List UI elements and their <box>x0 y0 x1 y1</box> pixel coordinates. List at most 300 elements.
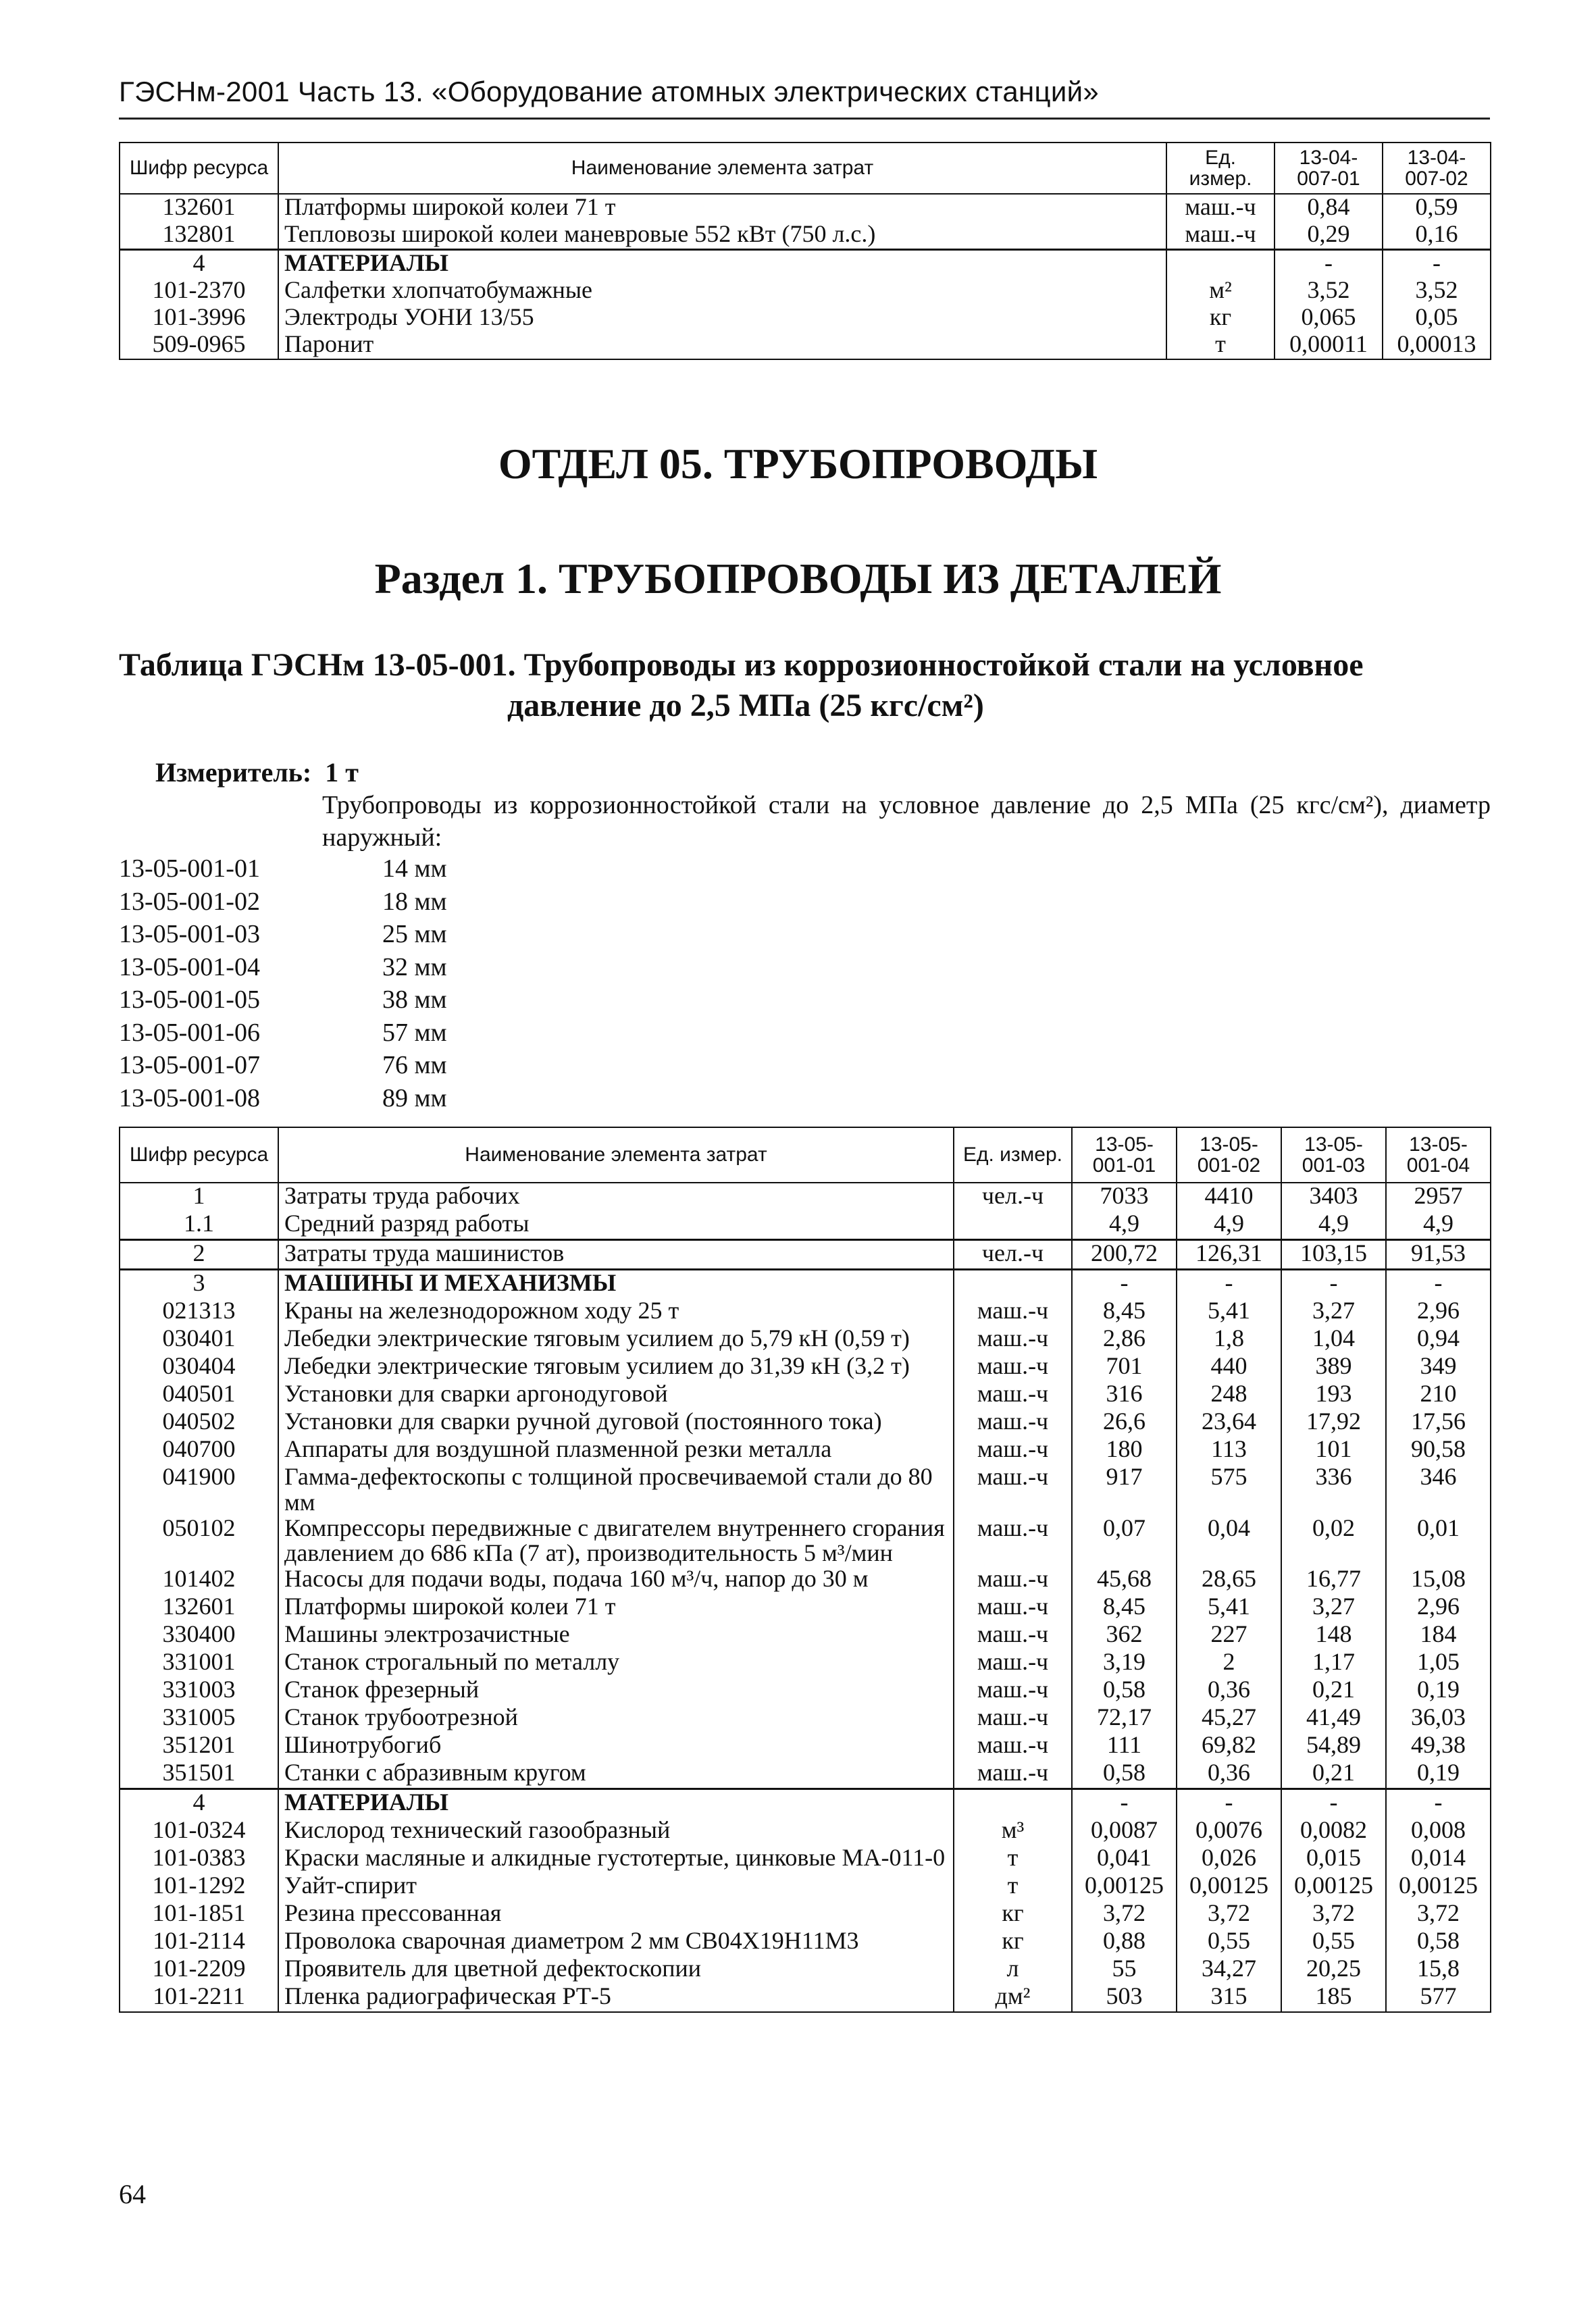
cell-name: Краски масляные и алкидные густотертые, цинковые МА-011-0 <box>278 1845 954 1873</box>
cell-name: Проявитель для цветной дефектоскопии <box>278 1956 954 1984</box>
cell-value: 3,27 <box>1281 1298 1386 1326</box>
table-row <box>120 1211 1491 1240</box>
cell-value: 440 <box>1177 1354 1281 1381</box>
cell-value: 0,05 <box>1383 305 1491 332</box>
cell-code: 101-1851 <box>120 1901 278 1928</box>
cell-unit: маш.-ч <box>954 1566 1072 1594</box>
cell-value: 0,21 <box>1281 1677 1386 1705</box>
cell-value: 184 <box>1386 1622 1491 1649</box>
cell-value: 0,0076 <box>1177 1818 1281 1845</box>
cell-unit <box>1166 250 1275 278</box>
cell-value: 0,59 <box>1383 194 1491 222</box>
cell-code: 050102 <box>120 1516 278 1567</box>
meter-line <box>155 756 359 788</box>
cell-value: 0,00013 <box>1383 332 1491 359</box>
department-title: ОТДЕЛ 05. ТРУБОПРОВОДЫ <box>498 440 1098 488</box>
cell-value: 2,96 <box>1386 1298 1491 1326</box>
cell-name: Гамма-дефектоскопы с толщиной просвечиваемой стали до 80 мм <box>278 1464 954 1516</box>
cell-value: 0,01 <box>1386 1516 1491 1567</box>
cell-value: 3,72 <box>1386 1901 1491 1928</box>
cell-value: 200,72 <box>1072 1240 1177 1270</box>
cell-value: 28,65 <box>1177 1566 1281 1594</box>
cell-value: 7033 <box>1072 1183 1177 1211</box>
cell-value: 0,065 <box>1275 305 1383 332</box>
cell-name: Станок трубоотрезной <box>278 1705 954 1732</box>
cell-value: - <box>1386 1270 1491 1299</box>
cell-value: 0,88 <box>1072 1928 1177 1956</box>
table-caption-line-1: Таблица ГЭСНм 13-05-001. Трубопроводы из коррозионностойкой стали на условное <box>119 647 1364 683</box>
cell-value: 362 <box>1072 1622 1177 1649</box>
cell-value: 0,58 <box>1072 1677 1177 1705</box>
cell-value: 103,15 <box>1281 1240 1386 1270</box>
cell-code: 041900 <box>120 1464 278 1516</box>
cell-code: 101402 <box>120 1566 278 1594</box>
cell-name: Краны на железнодорожном ходу 25 т <box>278 1298 954 1326</box>
cell-value: 917 <box>1072 1464 1177 1516</box>
header-rule <box>119 118 1490 120</box>
norm-code: 13-05-001-02 <box>119 887 260 916</box>
cell-value: - <box>1177 1270 1281 1299</box>
cell-value: 227 <box>1177 1622 1281 1649</box>
cell-code: 101-2209 <box>120 1956 278 1984</box>
cell-value: 20,25 <box>1281 1956 1386 1984</box>
cell-name: Салфетки хлопчатобумажные <box>278 278 1166 305</box>
cell-value: - <box>1281 1789 1386 1818</box>
meter-value: 1 т <box>325 757 359 788</box>
cell-value: 4410 <box>1177 1183 1281 1211</box>
cell-value: 54,89 <box>1281 1732 1386 1760</box>
cell-code: 1.1 <box>120 1211 278 1240</box>
cell-value: 0,015 <box>1281 1845 1386 1873</box>
cell-value: 36,03 <box>1386 1705 1491 1732</box>
col-header-norm-1: 13-05-001-01 <box>1072 1127 1177 1183</box>
part-title: Раздел 1. ТРУБОПРОВОДЫ ИЗ ДЕТАЛЕЙ <box>374 555 1222 602</box>
cell-value: 389 <box>1281 1354 1386 1381</box>
cell-unit: маш.-ч <box>954 1760 1072 1789</box>
table2-body <box>120 1183 1491 2012</box>
cell-value: 17,92 <box>1281 1409 1386 1437</box>
cell-value: 0,29 <box>1275 222 1383 250</box>
pipe-diameter: 38 мм <box>382 985 447 1014</box>
table-row <box>120 1437 1491 1464</box>
resources-table <box>119 1127 1491 2013</box>
cell-unit: маш.-ч <box>954 1622 1072 1649</box>
cell-code: 4 <box>120 250 278 278</box>
cell-value: 0,00125 <box>1281 1873 1386 1901</box>
cell-value: 5,41 <box>1177 1594 1281 1622</box>
pipe-diameter: 32 мм <box>382 952 447 981</box>
cell-unit: маш.-ч <box>954 1516 1072 1567</box>
cell-value: 0,00125 <box>1386 1873 1491 1901</box>
cell-unit: маш.-ч <box>954 1381 1072 1409</box>
col-header-name: Наименование элемента затрат <box>278 143 1166 194</box>
cell-value: 15,08 <box>1386 1566 1491 1594</box>
pipe-diameter: 14 мм <box>382 854 447 883</box>
cell-name: МАТЕРИАЛЫ <box>278 250 1166 278</box>
table-row <box>120 1381 1491 1409</box>
norm-code-item <box>119 885 517 919</box>
cell-unit: маш.-ч <box>954 1354 1072 1381</box>
cell-value: - <box>1275 250 1383 278</box>
cell-value: 0,21 <box>1281 1760 1386 1789</box>
resources-table-continued <box>119 142 1491 360</box>
cell-value: 4,9 <box>1177 1211 1281 1240</box>
cell-value: 34,27 <box>1177 1956 1281 1984</box>
cell-value: 1,8 <box>1177 1326 1281 1354</box>
cell-value: 0,19 <box>1386 1760 1491 1789</box>
col-header-norm-2: 13-04-007-02 <box>1383 143 1491 194</box>
table-row <box>120 1326 1491 1354</box>
cell-value: 17,56 <box>1386 1409 1491 1437</box>
cell-unit: кг <box>954 1928 1072 1956</box>
cell-unit: л <box>954 1956 1072 1984</box>
norm-code-item <box>119 983 517 1017</box>
table-row <box>120 1789 1491 1818</box>
cell-value: 0,0082 <box>1281 1818 1386 1845</box>
norm-code: 13-05-001-04 <box>119 952 260 981</box>
cell-code: 021313 <box>120 1298 278 1326</box>
cell-name: Станок строгальный по металлу <box>278 1649 954 1677</box>
col-header-norm-2: 13-05-001-02 <box>1177 1127 1281 1183</box>
cell-value: - <box>1386 1789 1491 1818</box>
cell-value: 41,49 <box>1281 1705 1386 1732</box>
cell-value: 0,0087 <box>1072 1818 1177 1845</box>
cell-value: 4,9 <box>1386 1211 1491 1240</box>
table-row <box>120 1516 1491 1567</box>
cell-name: Установки для сварки аргонодуговой <box>278 1381 954 1409</box>
cell-value: 111 <box>1072 1732 1177 1760</box>
cell-value: 0,55 <box>1281 1928 1386 1956</box>
table-row <box>120 1760 1491 1789</box>
table-caption-line-2: давление до 2,5 МПа (25 кгс/см²) <box>507 688 984 723</box>
cell-name: Компрессоры передвижные с двигателем внутреннего сгорания давлением до 686 кПа (7 ат), производительность 5 м³/мин <box>278 1516 954 1567</box>
cell-value: 0,00125 <box>1072 1873 1177 1901</box>
table-row <box>120 1928 1491 1956</box>
table-row <box>120 1818 1491 1845</box>
table-row <box>120 250 1491 278</box>
norm-code-item <box>119 852 517 885</box>
cell-value: 0,58 <box>1072 1760 1177 1789</box>
table-row <box>120 1705 1491 1732</box>
cell-value: 3,19 <box>1072 1649 1177 1677</box>
cell-unit: чел.-ч <box>954 1183 1072 1211</box>
norm-code: 13-05-001-01 <box>119 854 260 883</box>
cell-value: 0,026 <box>1177 1845 1281 1873</box>
norm-code: 13-05-001-06 <box>119 1018 260 1047</box>
cell-value: 45,68 <box>1072 1566 1177 1594</box>
cell-code: 3 <box>120 1270 278 1299</box>
cell-value: 8,45 <box>1072 1594 1177 1622</box>
cell-value: 503 <box>1072 1984 1177 2012</box>
cell-value: 1,17 <box>1281 1649 1386 1677</box>
cell-value: 0,36 <box>1177 1677 1281 1705</box>
norm-code-item <box>119 1017 517 1050</box>
table-row <box>120 1901 1491 1928</box>
col-header-name: Наименование элемента затрат <box>278 1127 954 1183</box>
cell-value: 575 <box>1177 1464 1281 1516</box>
cell-code: 101-3996 <box>120 305 278 332</box>
cell-code: 4 <box>120 1789 278 1818</box>
cell-name: Аппараты для воздушной плазменной резки металла <box>278 1437 954 1464</box>
col-header-code: Шифр ресурса <box>120 1127 278 1183</box>
cell-unit <box>954 1270 1072 1299</box>
cell-code: 040501 <box>120 1381 278 1409</box>
norm-code: 13-05-001-07 <box>119 1051 260 1079</box>
table-row <box>120 278 1491 305</box>
running-header: ГЭСНм-2001 Часть 13. «Оборудование атомных электрических станций» <box>119 76 1100 107</box>
cell-unit: маш.-ч <box>1166 194 1275 222</box>
cell-unit <box>954 1211 1072 1240</box>
cell-value: 0,02 <box>1281 1516 1386 1567</box>
cell-value: 2,96 <box>1386 1594 1491 1622</box>
cell-unit: маш.-ч <box>954 1298 1072 1326</box>
col-header-norm-3: 13-05-001-03 <box>1281 1127 1386 1183</box>
cell-unit: м² <box>1166 278 1275 305</box>
cell-unit: маш.-ч <box>954 1594 1072 1622</box>
cell-value: - <box>1072 1270 1177 1299</box>
cell-value: 180 <box>1072 1437 1177 1464</box>
cell-value: 316 <box>1072 1381 1177 1409</box>
pipe-diameter: 89 мм <box>382 1083 447 1112</box>
cell-name: Машины электрозачистные <box>278 1622 954 1649</box>
cell-name: Установки для сварки ручной дуговой (постоянного тока) <box>278 1409 954 1437</box>
cell-unit: дм² <box>954 1984 1072 2012</box>
cell-code: 132601 <box>120 194 278 222</box>
cell-value: 210 <box>1386 1381 1491 1409</box>
cell-value: 315 <box>1177 1984 1281 2012</box>
table-row <box>120 1622 1491 1649</box>
col-header-code: Шифр ресурса <box>120 143 278 194</box>
cell-value: 45,27 <box>1177 1705 1281 1732</box>
cell-code: 101-2370 <box>120 278 278 305</box>
cell-unit: кг <box>1166 305 1275 332</box>
cell-unit: т <box>954 1845 1072 1873</box>
cell-code: 132601 <box>120 1594 278 1622</box>
cell-value: 90,58 <box>1386 1437 1491 1464</box>
cell-value: 0,00125 <box>1177 1873 1281 1901</box>
cell-value: 3,72 <box>1072 1901 1177 1928</box>
cell-value: 0,00011 <box>1275 332 1383 359</box>
table-row <box>120 1956 1491 1984</box>
cell-value: 0,008 <box>1386 1818 1491 1845</box>
cell-value: 248 <box>1177 1381 1281 1409</box>
cell-name: Станок фрезерный <box>278 1677 954 1705</box>
norm-code-item <box>119 918 517 951</box>
cell-unit: т <box>1166 332 1275 359</box>
cell-value: - <box>1072 1789 1177 1818</box>
cell-unit: маш.-ч <box>954 1705 1072 1732</box>
table-caption <box>119 645 1490 726</box>
cell-value: 0,84 <box>1275 194 1383 222</box>
cell-value: 701 <box>1072 1354 1177 1381</box>
cell-code: 030401 <box>120 1326 278 1354</box>
cell-unit: маш.-ч <box>1166 222 1275 250</box>
cell-name: Резина прессованная <box>278 1901 954 1928</box>
table-row <box>120 1677 1491 1705</box>
cell-unit: чел.-ч <box>954 1240 1072 1270</box>
table-row <box>120 1873 1491 1901</box>
cell-value: 0,19 <box>1386 1677 1491 1705</box>
cell-value: 0,94 <box>1386 1326 1491 1354</box>
table-row <box>120 222 1491 250</box>
cell-code: 351501 <box>120 1760 278 1789</box>
cell-value: 0,04 <box>1177 1516 1281 1567</box>
table-row <box>120 1732 1491 1760</box>
cell-value: 3,52 <box>1383 278 1491 305</box>
cell-value: 0,16 <box>1383 222 1491 250</box>
cell-name: Шинотрубогиб <box>278 1732 954 1760</box>
cell-value: 148 <box>1281 1622 1386 1649</box>
table-row <box>120 305 1491 332</box>
cell-code: 101-1292 <box>120 1873 278 1901</box>
cell-value: 16,77 <box>1281 1566 1386 1594</box>
cell-unit: маш.-ч <box>954 1409 1072 1437</box>
cell-unit: маш.-ч <box>954 1326 1072 1354</box>
table-row <box>120 1984 1491 2012</box>
table-row <box>120 1649 1491 1677</box>
cell-value: 23,64 <box>1177 1409 1281 1437</box>
cell-value: 26,6 <box>1072 1409 1177 1437</box>
cell-name: Платформы широкой колеи 71 т <box>278 194 1166 222</box>
cell-name: Станки с абразивным кругом <box>278 1760 954 1789</box>
table-row <box>120 1409 1491 1437</box>
cell-value: 15,8 <box>1386 1956 1491 1984</box>
cell-value: 91,53 <box>1386 1240 1491 1270</box>
col-header-norm-1: 13-04-007-01 <box>1275 143 1383 194</box>
cell-value: 4,9 <box>1281 1211 1386 1240</box>
cell-value: 5,41 <box>1177 1298 1281 1326</box>
cell-name: Лебедки электрические тяговым усилием до 31,39 кН (3,2 т) <box>278 1354 954 1381</box>
cell-name: МАШИНЫ И МЕХАНИЗМЫ <box>278 1270 954 1299</box>
cell-name: Средний разряд работы <box>278 1211 954 1240</box>
cell-unit: маш.-ч <box>954 1464 1072 1516</box>
cell-value: 185 <box>1281 1984 1386 2012</box>
cell-value: 113 <box>1177 1437 1281 1464</box>
cell-unit: маш.-ч <box>954 1649 1072 1677</box>
norm-code-list <box>119 852 517 1114</box>
cell-value: 101 <box>1281 1437 1386 1464</box>
table-row <box>120 1240 1491 1270</box>
cell-value: 3403 <box>1281 1183 1386 1211</box>
cell-value: 8,45 <box>1072 1298 1177 1326</box>
page-number: 64 <box>119 2179 146 2209</box>
table-row <box>120 332 1491 359</box>
cell-value: 0,07 <box>1072 1516 1177 1567</box>
col-header-norm-4: 13-05-001-04 <box>1386 1127 1491 1183</box>
cell-value: 55 <box>1072 1956 1177 1984</box>
cell-unit: т <box>954 1873 1072 1901</box>
norm-code-item <box>119 1082 517 1115</box>
cell-code: 331005 <box>120 1705 278 1732</box>
pipe-diameter: 76 мм <box>382 1051 447 1079</box>
table-row <box>120 1354 1491 1381</box>
cell-name: Кислород технический газообразный <box>278 1818 954 1845</box>
norm-code: 13-05-001-03 <box>119 920 260 948</box>
cell-value: 4,9 <box>1072 1211 1177 1240</box>
cell-name: Затраты труда рабочих <box>278 1183 954 1211</box>
table-row <box>120 1270 1491 1299</box>
cell-unit: маш.-ч <box>954 1732 1072 1760</box>
cell-value: 2957 <box>1386 1183 1491 1211</box>
cell-value: 193 <box>1281 1381 1386 1409</box>
cell-code: 331003 <box>120 1677 278 1705</box>
cell-value: 49,38 <box>1386 1732 1491 1760</box>
cell-code: 040700 <box>120 1437 278 1464</box>
cell-code: 132801 <box>120 222 278 250</box>
cell-code: 509-0965 <box>120 332 278 359</box>
pipe-diameter: 18 мм <box>382 887 447 916</box>
cell-name: Насосы для подачи воды, подача 160 м³/ч, напор до 30 м <box>278 1566 954 1594</box>
cell-value: 0,36 <box>1177 1760 1281 1789</box>
pipe-diameter: 57 мм <box>382 1018 447 1047</box>
norm-code: 13-05-001-08 <box>119 1083 260 1112</box>
cell-value: 126,31 <box>1177 1240 1281 1270</box>
cell-code: 101-2211 <box>120 1984 278 2012</box>
cell-value: 0,014 <box>1386 1845 1491 1873</box>
cell-value: 0,55 <box>1177 1928 1281 1956</box>
table-row <box>120 1464 1491 1516</box>
cell-value: 3,52 <box>1275 278 1383 305</box>
cell-value: 3,72 <box>1281 1901 1386 1928</box>
table-row <box>120 1298 1491 1326</box>
cell-unit <box>954 1789 1072 1818</box>
cell-name: Платформы широкой колеи 71 т <box>278 1594 954 1622</box>
cell-value: 336 <box>1281 1464 1386 1516</box>
cell-code: 1 <box>120 1183 278 1211</box>
table-row <box>120 1183 1491 1211</box>
cell-value: - <box>1383 250 1491 278</box>
cell-code: 030404 <box>120 1354 278 1381</box>
cell-value: 0,041 <box>1072 1845 1177 1873</box>
table-row <box>120 1845 1491 1873</box>
cell-name: Лебедки электрические тяговым усилием до 5,79 кН (0,59 т) <box>278 1326 954 1354</box>
cell-value: 2 <box>1177 1649 1281 1677</box>
cell-code: 040502 <box>120 1409 278 1437</box>
norm-code: 13-05-001-05 <box>119 985 260 1014</box>
col-header-unit: Ед. измер. <box>954 1127 1072 1183</box>
cell-code: 101-0324 <box>120 1818 278 1845</box>
norm-code-item <box>119 951 517 984</box>
cell-unit: маш.-ч <box>954 1677 1072 1705</box>
cell-code: 101-0383 <box>120 1845 278 1873</box>
table1-body <box>120 194 1491 359</box>
cell-name: Уайт-спирит <box>278 1873 954 1901</box>
cell-code: 351201 <box>120 1732 278 1760</box>
cell-name: Затраты труда машинистов <box>278 1240 954 1270</box>
cell-value: - <box>1177 1789 1281 1818</box>
cell-value: 3,72 <box>1177 1901 1281 1928</box>
cell-value: - <box>1281 1270 1386 1299</box>
cell-value: 2,86 <box>1072 1326 1177 1354</box>
cell-code: 101-2114 <box>120 1928 278 1956</box>
pipe-diameter: 25 мм <box>382 920 447 948</box>
meter-label: Измеритель: <box>155 757 312 788</box>
cell-name: Электроды УОНИ 13/55 <box>278 305 1166 332</box>
norm-code-item <box>119 1049 517 1082</box>
cell-name: Тепловозы широкой колеи маневровые 552 кВт (750 л.с.) <box>278 222 1166 250</box>
cell-value: 72,17 <box>1072 1705 1177 1732</box>
cell-value: 349 <box>1386 1354 1491 1381</box>
table-row <box>120 1566 1491 1594</box>
cell-name: Проволока сварочная диаметром 2 мм СВ04Х19Н11М3 <box>278 1928 954 1956</box>
cell-value: 577 <box>1386 1984 1491 2012</box>
cell-name: МАТЕРИАЛЫ <box>278 1789 954 1818</box>
col-header-unit: Ед. измер. <box>1166 143 1275 194</box>
cell-value: 1,04 <box>1281 1326 1386 1354</box>
cell-unit: кг <box>954 1901 1072 1928</box>
cell-code: 331001 <box>120 1649 278 1677</box>
cell-unit: маш.-ч <box>954 1437 1072 1464</box>
